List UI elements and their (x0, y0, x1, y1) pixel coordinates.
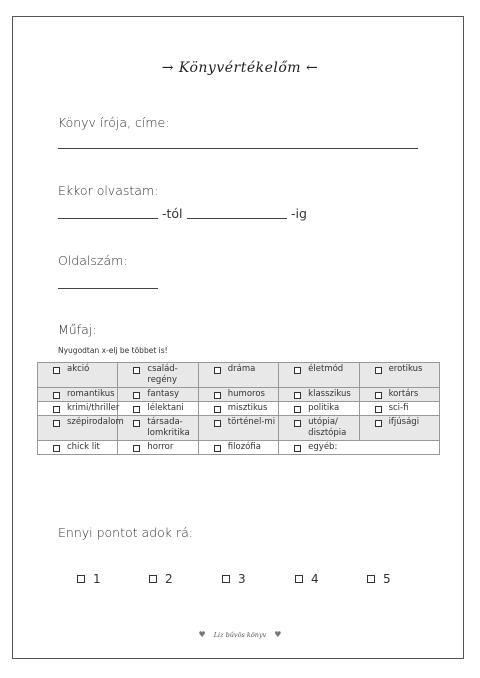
rating-option-4[interactable]: 4 (295, 572, 319, 586)
checkbox-icon[interactable] (295, 575, 303, 583)
genre-option[interactable]: chick lit (41, 442, 115, 453)
genre-row (38, 402, 440, 416)
checkbox-icon[interactable] (294, 445, 301, 452)
heart-icon: ♥ (198, 630, 206, 639)
checkbox-icon[interactable] (53, 392, 60, 399)
genre-table (37, 362, 440, 455)
checkbox-icon[interactable] (133, 420, 140, 427)
genre-option[interactable]: életmód (282, 364, 356, 375)
checkbox-icon[interactable] (375, 406, 382, 413)
genre-row (38, 363, 440, 388)
genre-option[interactable]: család-regény (121, 364, 195, 386)
read-label: Ekkor olvastam: (58, 183, 159, 198)
checkbox-icon[interactable] (149, 575, 157, 583)
checkbox-icon[interactable] (133, 392, 140, 399)
checkbox-icon[interactable] (214, 406, 221, 413)
checkbox-icon[interactable] (214, 367, 221, 374)
genre-option[interactable]: dráma (202, 364, 276, 375)
checkbox-icon[interactable] (214, 420, 221, 427)
checkbox-icon[interactable] (294, 367, 301, 374)
genre-option[interactable]: történel-mi (202, 417, 276, 428)
read-to-line[interactable] (187, 218, 287, 219)
genre-option[interactable]: egyéb: (282, 442, 437, 453)
footer (0, 630, 480, 639)
genre-option[interactable]: lélektani (121, 403, 195, 414)
checkbox-icon[interactable] (375, 367, 382, 374)
genre-option[interactable]: társada-lomkritika (121, 417, 195, 439)
genre-option[interactable]: ifjúsági (363, 417, 437, 428)
read-from-suffix: -tól (162, 206, 183, 221)
checkbox-icon[interactable] (222, 575, 230, 583)
genre-option[interactable]: politika (282, 403, 356, 414)
genre-option[interactable]: szépirodalom (41, 417, 115, 428)
checkbox-icon[interactable] (77, 575, 85, 583)
genre-option[interactable]: misztikus (202, 403, 276, 414)
checkbox-icon[interactable] (214, 392, 221, 399)
genre-hint: Nyugodtan x-elj be többet is! (58, 346, 168, 355)
genre-row (38, 416, 440, 441)
genre-option[interactable]: fantasy (121, 389, 195, 400)
genre-row (38, 388, 440, 402)
checkbox-icon[interactable] (53, 367, 60, 374)
checkbox-icon[interactable] (294, 420, 301, 427)
genre-option[interactable]: humoros (202, 389, 276, 400)
page-title: → Könyvértékelőm ← (161, 60, 319, 76)
pages-line[interactable] (58, 288, 158, 289)
checkbox-icon[interactable] (53, 406, 60, 413)
author-title-line[interactable] (58, 148, 418, 149)
pages-label: Oldalszám: (58, 253, 128, 268)
checkbox-icon[interactable] (133, 367, 140, 374)
genre-row (38, 441, 440, 455)
checkbox-icon[interactable] (367, 575, 375, 583)
checkbox-icon[interactable] (214, 445, 221, 452)
genre-option[interactable]: utópia/ disztópia (282, 417, 356, 439)
genre-option[interactable]: sci-fi (363, 403, 437, 414)
checkbox-icon[interactable] (375, 420, 382, 427)
genre-label: Műfaj: (58, 322, 97, 337)
genre-option[interactable]: akció (41, 364, 115, 375)
read-to-suffix: -ig (291, 206, 307, 221)
footer-text: Liz bűvös könyv (213, 631, 267, 639)
genre-option[interactable]: kortárs (363, 389, 437, 400)
checkbox-icon[interactable] (53, 420, 60, 427)
checkbox-icon[interactable] (375, 392, 382, 399)
rating-option-2[interactable]: 2 (149, 572, 173, 586)
checkbox-icon[interactable] (53, 445, 60, 452)
page-frame (12, 16, 464, 659)
genre-option[interactable]: romantikus (41, 389, 115, 400)
rating-label: Ennyi pontot adok rá: (58, 525, 193, 540)
genre-option[interactable]: filozófia (202, 442, 276, 453)
checkbox-icon[interactable] (133, 445, 140, 452)
checkbox-icon[interactable] (294, 406, 301, 413)
rating-option-1[interactable]: 1 (77, 572, 101, 586)
checkbox-icon[interactable] (133, 406, 140, 413)
rating-option-5[interactable]: 5 (367, 572, 391, 586)
genre-option[interactable]: krimi/thriller (41, 403, 115, 414)
genre-option[interactable]: horror (121, 442, 195, 453)
heart-icon: ♥ (274, 630, 282, 639)
read-from-line[interactable] (58, 218, 158, 219)
author-title-label: Könyv írója, címe: (58, 115, 170, 130)
checkbox-icon[interactable] (294, 392, 301, 399)
genre-option[interactable]: klasszikus (282, 389, 356, 400)
genre-option[interactable]: erotikus (363, 364, 437, 375)
rating-option-3[interactable]: 3 (222, 572, 246, 586)
